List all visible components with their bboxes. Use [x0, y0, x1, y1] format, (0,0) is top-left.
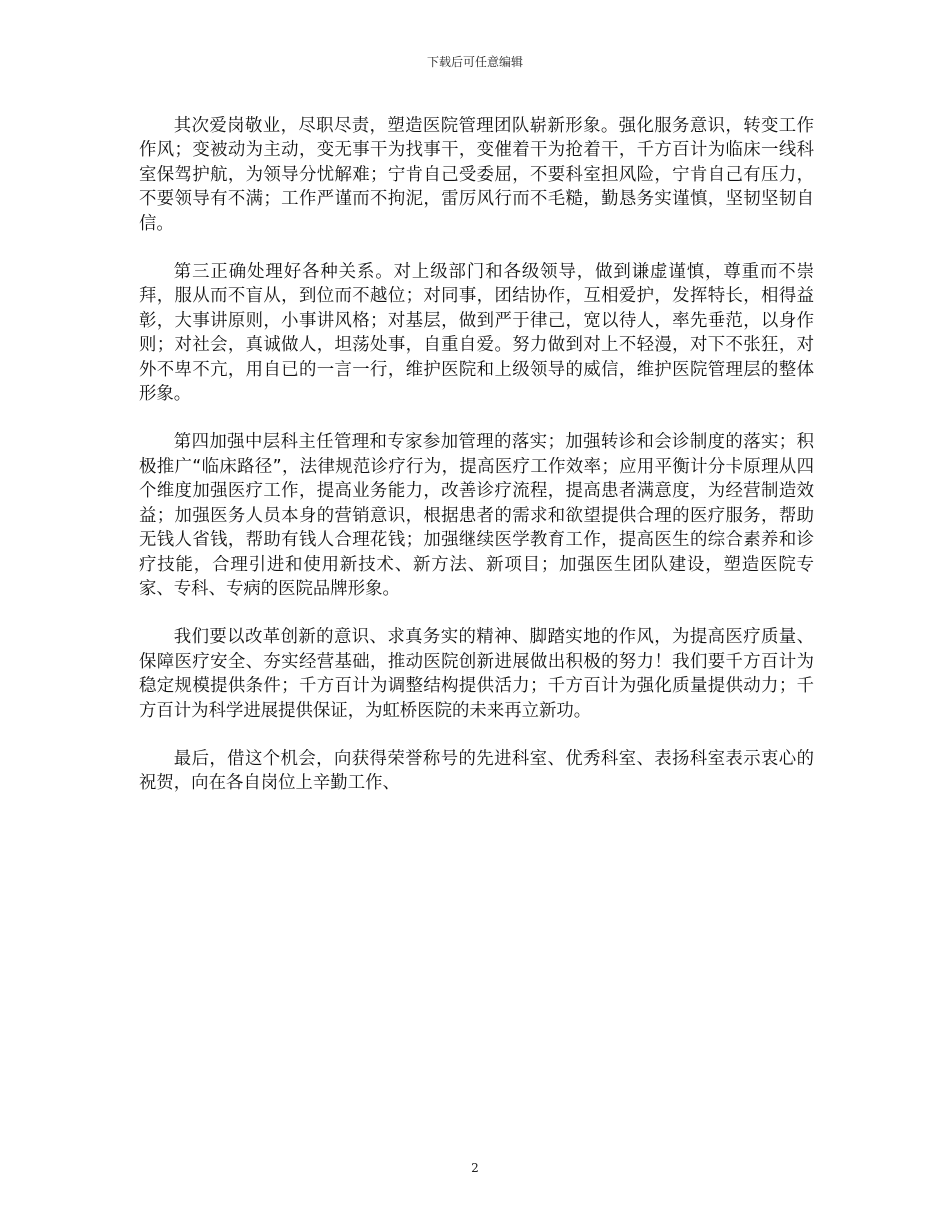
paragraph-dedication: 其次爱岗敬业，尽职尽责，塑造医院管理团队崭新形象。强化服务意识，转变工作作风；变被动为主动，变无事干为找事干，变催着干为抢着干，千方百计为临床一线科室保驾护航，为领导分忧解难；宁肯自己受委屈，不要科室担风险，宁肯自己有压力，不要领导有不满；工作严谨而不拘泥，雷厉风行而不毛糙，勤恳务实谨慎，坚韧坚韧自信。 — [139, 116, 814, 234]
page-number: 2 — [471, 1161, 479, 1175]
paragraph-closing: 最后，借这个机会，向获得荣誉称号的先进科室、优秀科室、表扬科室表示衷心的祝贺，向在各自岗位上辛勤工作、 — [139, 748, 814, 794]
page-header: 下载后可任意编辑 — [426, 55, 523, 69]
paragraph-management: 第四加强中层科主任管理和专家参加管理的落实；加强转诊和会诊制度的落实；积极推广“临床路径”，法律规范诊疗行为，提高医疗工作效率；应用平衡计分卡原理从四个维度加强医疗工作，提高业务能力，改善诊疗流程，提高患者满意度，为经营制造效益；加强医务人员本身的营销意识，根据患者的需求和欲望提供合理的医疗服务，帮助无钱人省钱，帮助有钱人合理花钱；加强继续医学教育工作，提高医生的综合素养和诊疗技能，合理引进和使用新技术、新方法、新项目；加强医生团队建设，塑造医院专家、专科、专病的医院品牌形象。 — [139, 432, 814, 599]
document-body — [139, 114, 814, 820]
paragraph-innovation: 我们要以改革创新的意识、求真务实的精神、脚踏实地的作风，为提高医疗质量、保障医疗安全、夯实经营基础，推动医院创新进展做出积极的努力！我们要千方百计为稳定规模提供条件；千方百计为调整结构提供活力；千方百计为强化质量提供动力；千方百计为科学进展提供保证，为虹桥医院的未来再立新功。 — [139, 627, 814, 721]
paragraph-relationships: 第三正确处理好各种关系。对上级部门和各级领导，做到谦虚谨慎，尊重而不崇拜，服从而不盲从，到位而不越位；对同事，团结协作，互相爱护，发挥特长，相得益彰，大事讲原则，小事讲风格；对基层，做到严于律己，宽以待人，率先垂范，以身作则；对社会，真诚做人，坦荡处事，自重自爱。努力做到对上不轻漫，对下不张狂，对外不卑不亢，用自已的一言一行，维护医院和上级领导的威信，维护医院管理层的整体形象。 — [139, 262, 814, 405]
